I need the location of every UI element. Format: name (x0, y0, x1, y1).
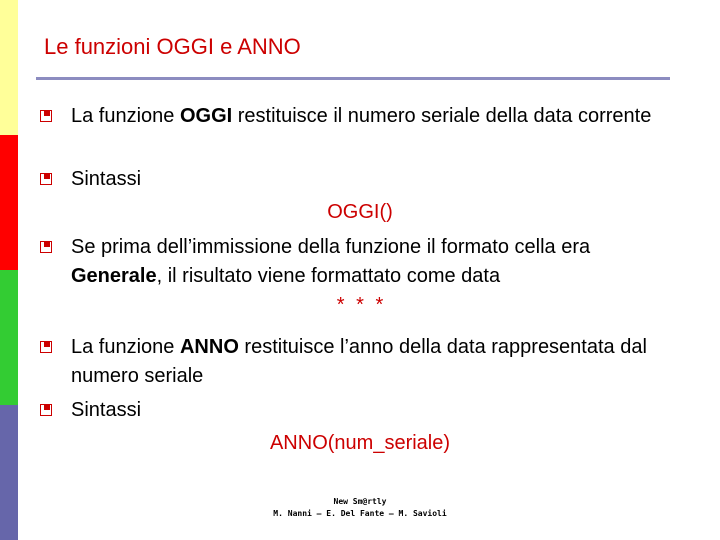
bullet-item-keyword: ANNO (179, 336, 239, 358)
sidebar-segment-yellow (0, 0, 18, 135)
footer-authors: M. Nanni – E. Del Fante – M. Savioli (273, 509, 447, 518)
bullet-icon (40, 404, 52, 416)
bullet-item-keyword: OGGI (179, 105, 233, 127)
bullet-item-text: restituisce l’anno della data rappresentata dal numero seriale (71, 336, 647, 387)
bullet-item-keyword: Generale (71, 265, 157, 287)
bullet-item-text: restituisce il numero seriale della data corrente (232, 105, 652, 127)
section-separator: * * * (336, 294, 384, 316)
bullet-item-format (71, 233, 671, 291)
syntax-oggi: OGGI() (327, 201, 393, 223)
bullet-item-syntax: Sintassi (71, 168, 142, 190)
bullet-item-text: , il risultato viene formattato come data (156, 265, 501, 287)
footer-brand: New Sm@rtly (333, 497, 387, 506)
sidebar-color-bar (0, 0, 18, 540)
bullet-icon (40, 173, 52, 185)
bullet-icon (40, 341, 52, 353)
bullet-item-text: Se prima dell’immissione della funzione il formato cella era (71, 236, 591, 258)
title-divider (36, 77, 670, 80)
bullet-item-text: La funzione (71, 105, 180, 127)
bullet-icon (40, 110, 52, 122)
slide-title: Le funzioni OGGI e ANNO (44, 34, 301, 59)
sidebar-segment-purple (0, 405, 18, 540)
syntax-anno-text: ANNO(num_seriale) (269, 432, 451, 454)
syntax-anno (0, 432, 720, 455)
bullet-item-syntax: Sintassi (71, 399, 142, 421)
bullet-item-oggi (71, 102, 671, 131)
bullet-item-text: La funzione (71, 336, 180, 358)
sidebar-segment-green (0, 270, 18, 405)
bullet-item-anno (71, 333, 671, 391)
bullet-icon (40, 241, 52, 253)
